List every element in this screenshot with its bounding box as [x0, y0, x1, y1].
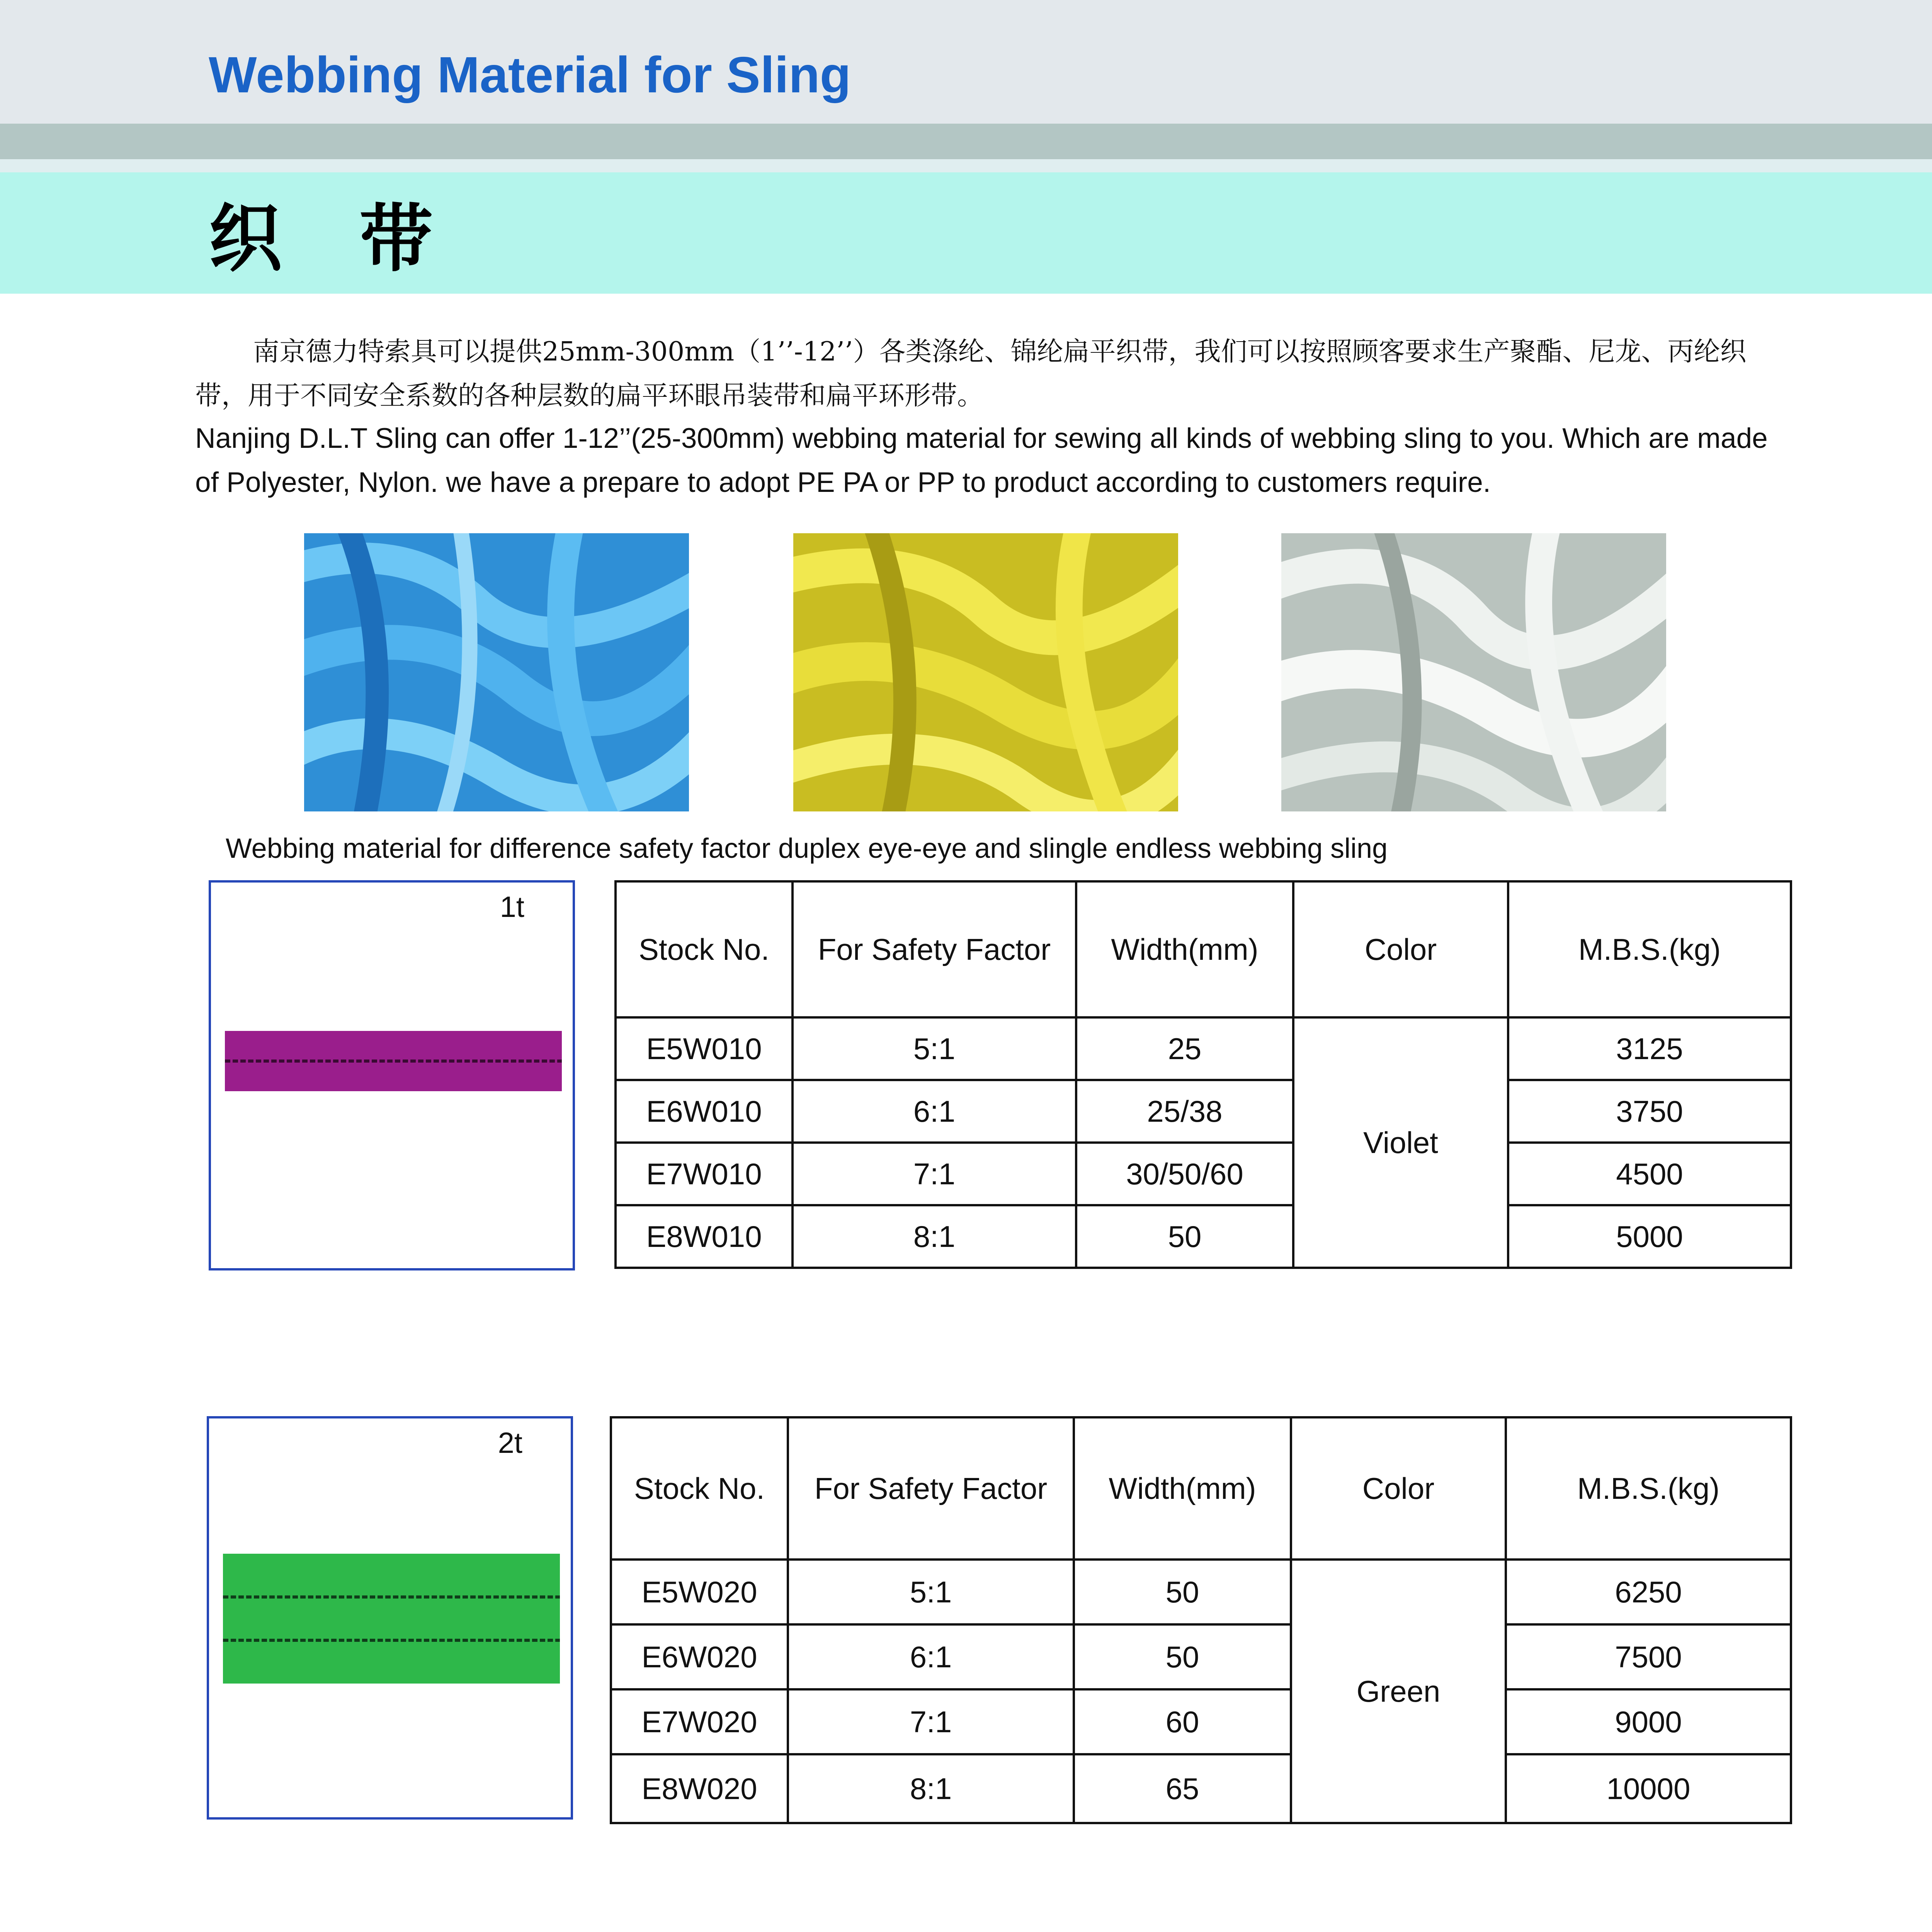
width-cell: 50: [1076, 1205, 1293, 1268]
mbs-cell: 10000: [1506, 1754, 1791, 1823]
blue-webbing-photo: [304, 533, 689, 811]
width-cell: 60: [1074, 1689, 1291, 1754]
header-mbs: M.B.S.(kg): [1506, 1417, 1791, 1560]
stock-cell: E6W020: [611, 1624, 788, 1689]
table-row: [616, 1080, 1791, 1143]
table-row: [616, 1143, 1791, 1205]
mbs-cell: 3125: [1508, 1017, 1791, 1080]
header-mbs: M.B.S.(kg): [1508, 881, 1791, 1017]
intro-english: Nanjing D.L.T Sling can offer 1-12’’(25-300mm) webbing material for sewing all kinds of webbing sling to you. Which are made of Polyester, Nylon. we have a prepare to adopt PE PA or PP to product according to customers require.: [195, 423, 1768, 498]
factor-cell: 7:1: [793, 1143, 1076, 1205]
color-cell: Violet: [1293, 1017, 1508, 1268]
webbing-caption: Webbing material for difference safety factor duplex eye-eye and slingle endless webbing sling: [226, 833, 1388, 864]
capacity-label: 1t: [500, 891, 524, 923]
header-width: Width(mm): [1074, 1417, 1291, 1560]
stock-cell: E6W010: [616, 1080, 793, 1143]
stock-cell: E5W010: [616, 1017, 793, 1080]
width-cell: 25/38: [1076, 1080, 1293, 1143]
width-cell: 50: [1074, 1624, 1291, 1689]
table-row: [611, 1754, 1791, 1823]
header-stock: Stock No.: [611, 1417, 788, 1560]
mbs-cell: 4500: [1508, 1143, 1791, 1205]
spec-table-2t: [610, 1416, 1792, 1824]
table-row: [611, 1624, 1791, 1689]
stock-cell: E8W020: [611, 1754, 788, 1823]
factor-cell: 5:1: [793, 1017, 1076, 1080]
table-row: [616, 1205, 1791, 1268]
header-stripe-light: [0, 159, 1932, 172]
header-color: Color: [1291, 1417, 1506, 1560]
header-safety-factor: For Safety Factor: [788, 1417, 1074, 1560]
factor-cell: 6:1: [793, 1080, 1076, 1143]
mbs-cell: 3750: [1508, 1080, 1791, 1143]
mbs-cell: 5000: [1508, 1205, 1791, 1268]
width-cell: 30/50/60: [1076, 1143, 1293, 1205]
mbs-cell: 9000: [1506, 1689, 1791, 1754]
header-stripe: [0, 124, 1932, 159]
white-webbing-photo: [1281, 533, 1666, 811]
table-row: [611, 1560, 1791, 1624]
swatch-box-1t: [209, 880, 575, 1270]
mbs-cell: 6250: [1506, 1560, 1791, 1624]
width-cell: 25: [1076, 1017, 1293, 1080]
header-width: Width(mm): [1076, 881, 1293, 1017]
capacity-label: 2t: [498, 1427, 522, 1459]
table-row: [611, 1689, 1791, 1754]
swatch-box-2t: [207, 1416, 573, 1820]
mbs-cell: 7500: [1506, 1624, 1791, 1689]
factor-cell: 8:1: [788, 1754, 1074, 1823]
color-cell: Green: [1291, 1560, 1506, 1823]
violet-strap-sample: [225, 1031, 562, 1091]
page-title: Webbing Material for Sling: [209, 46, 851, 103]
header-stock: Stock No.: [616, 881, 793, 1017]
table-row: [616, 1017, 1791, 1080]
stock-cell: E8W010: [616, 1205, 793, 1268]
yellow-webbing-photo: [793, 533, 1178, 811]
factor-cell: 5:1: [788, 1560, 1074, 1624]
chinese-title: 织带: [209, 196, 510, 282]
header-safety-factor: For Safety Factor: [793, 881, 1076, 1017]
spec-table-1t: [614, 880, 1792, 1269]
green-strap-sample: [223, 1554, 560, 1684]
stock-cell: E5W020: [611, 1560, 788, 1624]
factor-cell: 6:1: [788, 1624, 1074, 1689]
width-cell: 50: [1074, 1560, 1291, 1624]
stock-cell: E7W020: [611, 1689, 788, 1754]
stock-cell: E7W010: [616, 1143, 793, 1205]
factor-cell: 7:1: [788, 1689, 1074, 1754]
intro-chinese: 南京德力特索具可以提供25mm-300mm（1’’-12’’）各类涤纶、锦纶扁平织带，我们可以按照顾客要求生产聚酯、尼龙、丙纶织带，用于不同安全系数的各种层数的扁平环眼吊装带和扁平环形带。: [195, 337, 1747, 411]
header-color: Color: [1293, 881, 1508, 1017]
width-cell: 65: [1074, 1754, 1291, 1823]
factor-cell: 8:1: [793, 1205, 1076, 1268]
